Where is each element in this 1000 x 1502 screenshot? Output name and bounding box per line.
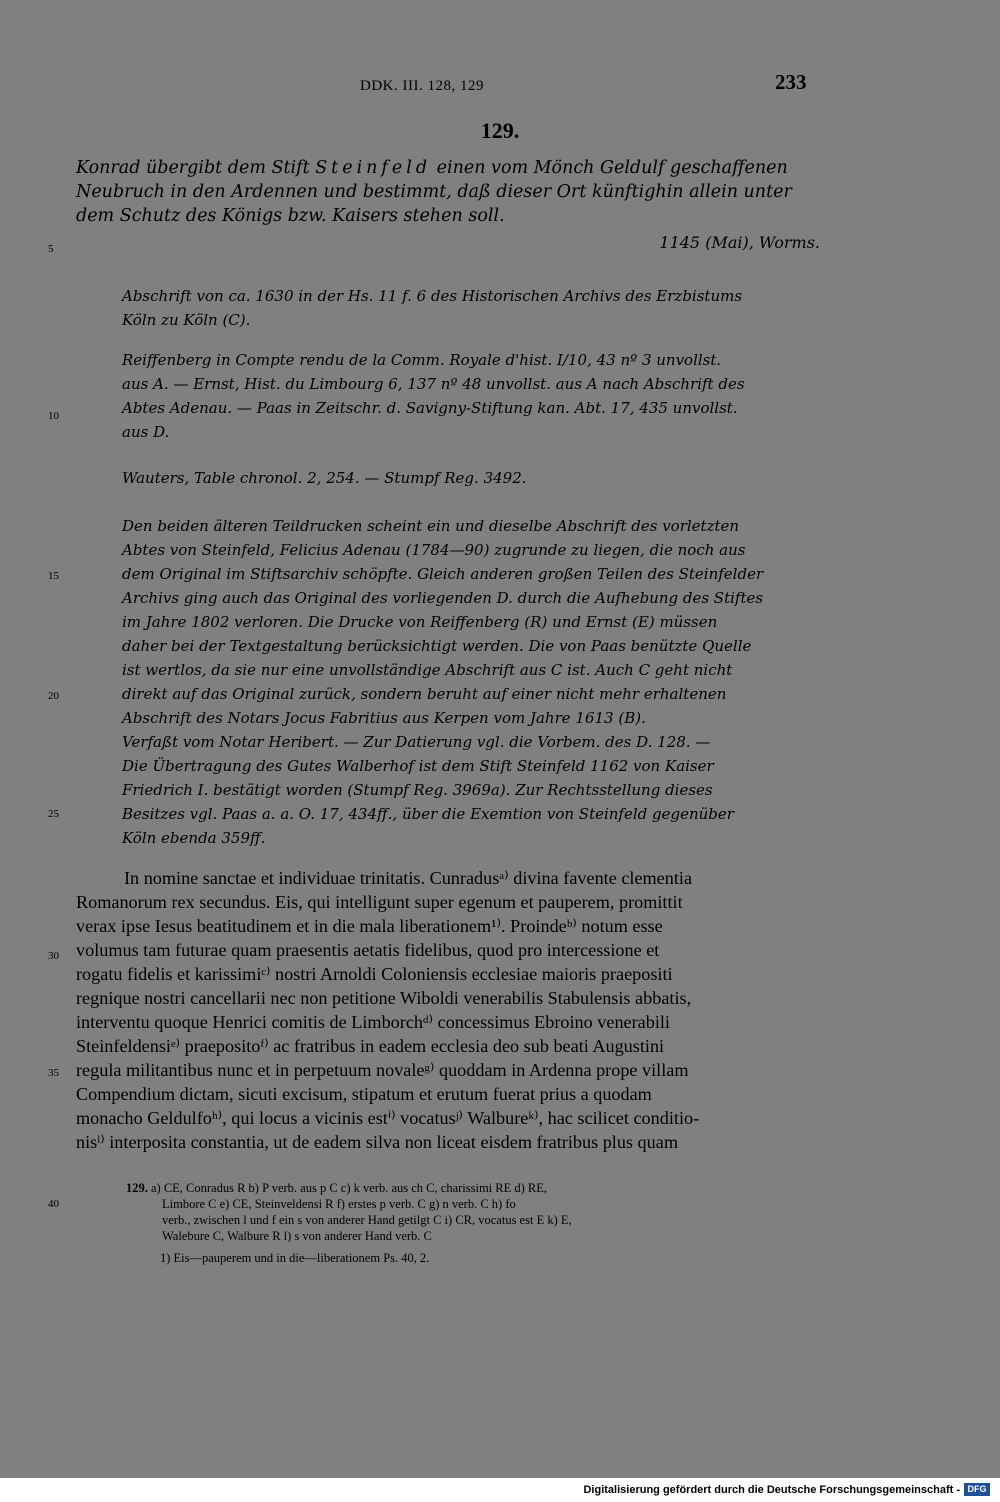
- regest-line: Konrad übergibt dem Stift Steinfeld einen vom Mönch Geldulf geschaffenen: [76, 158, 788, 178]
- editions-line: Reiffenberg in Compte rendu de la Comm. Royale d'hist. I/10, 43 nº 3 unvollst.: [122, 351, 722, 369]
- charter-line: Steinfeldensiᵉ⁾ praepositoᶠ⁾ ac fratribus in eadem ecclesia deo sub beati Augustini: [76, 1036, 665, 1056]
- editions-line: aus A. — Ernst, Hist. du Limbourg 6, 137 nº 48 unvollst. aus A nach Abschrift des: [122, 375, 745, 393]
- credit-bar: [0, 1478, 1000, 1502]
- commentary-line: Friedrich I. bestätigt worden (Stumpf Reg. 3969a). Zur Rechtsstellung dieses: [122, 781, 713, 799]
- editions-line: aus D.: [122, 423, 170, 441]
- editions-section: [122, 348, 814, 444]
- charter-line: regnique nostri cancellarii nec non petitione Wiboldi venerabilis Stabulensis abbatis,: [76, 988, 692, 1008]
- line-number: 35: [48, 1067, 59, 1079]
- regesta-line: Wauters, Table chronol. 2, 254. — Stumpf Reg. 3492.: [122, 469, 527, 487]
- charter-line: In nomine sanctae et individuae trinitatis. Cunradusᵃ⁾ divina favente clementia: [124, 868, 693, 888]
- commentary-line: Köln ebenda 359ff.: [122, 829, 266, 847]
- notes-line: Limbore C e) CE, Steinveldensi R f) erstes p verb. C g) n verb. C h) fo: [162, 1197, 516, 1211]
- editions-line: Abtes Adenau. — Paas in Zeitschr. d. Savigny-Stiftung kan. Abt. 17, 435 unvollst.: [122, 399, 738, 417]
- regesta-section: [122, 466, 814, 490]
- charter-line: Romanorum rex secundus. Eis, qui intelligunt super egenum et pauperem, promittit: [76, 892, 683, 912]
- commentary-line: Abtes von Steinfeld, Felicius Adenau (1784—90) zugrunde zu liegen, die noch aus: [122, 541, 746, 559]
- text-critical-notes: [126, 1180, 816, 1244]
- regest-line: dem Schutz des Königs bzw. Kaisers stehen soll.: [76, 206, 505, 226]
- commentary-line: direkt auf das Original zurück, sondern beruht auf einer nicht mehr erhaltenen: [122, 685, 727, 703]
- regest-summary: [76, 156, 812, 228]
- commentary-line: Die Übertragung des Gutes Walberhof ist dem Stift Steinfeld 1162 von Kaiser: [122, 757, 714, 775]
- dfg-logo: DFG: [964, 1483, 990, 1496]
- charter-line: nisˡ⁾ interposita constantia, ut de eadem silva non liceat eisdem fratribus plus quam: [76, 1132, 678, 1152]
- charter-line: monacho Geldulfoʰ⁾, qui locus a vicinis estⁱ⁾ vocatusʲ⁾ Walbureᵏ⁾, hac scilicet conditio-: [76, 1108, 700, 1128]
- charter-line: regula militantibus nunc et in perpetuum novaleᵍ⁾ quoddam in Ardenna prope villam: [76, 1060, 689, 1080]
- commentary-line: Abschrift des Notars Jocus Fabritius aus Kerpen vom Jahre 1613 (B).: [122, 709, 646, 727]
- line-number: 20: [48, 690, 59, 702]
- document-number: 129.: [480, 118, 520, 143]
- charter-line: interventu quoque Henrici comitis de Limborchᵈ⁾ concessimus Ebroino venerabili: [76, 1012, 670, 1032]
- charter-line: volumus tam futurae quam praesentis aetatis fidelibus, quod pro intercessione et: [76, 940, 660, 960]
- commentary-line: daher bei der Textgestaltung berücksichtigt werden. Die von Paas benützte Quelle: [122, 637, 752, 655]
- line-number: 40: [48, 1198, 59, 1210]
- notes-label: 129.: [126, 1181, 148, 1195]
- spaced-name: Steinfeld: [315, 158, 432, 178]
- tradition-section: [122, 284, 814, 332]
- line-number: 30: [48, 950, 59, 962]
- page-header: [0, 70, 1000, 100]
- commentary-section: [122, 514, 814, 850]
- commentary-line: Den beiden älteren Teildrucken scheint ein und dieselbe Abschrift des vorletzten: [122, 517, 740, 535]
- commentary-line: im Jahre 1802 verloren. Die Drucke von Reiffenberg (R) und Ernst (E) müssen: [122, 613, 718, 631]
- charter-text: [76, 866, 816, 1154]
- page-number: 233: [775, 70, 807, 94]
- commentary-line: Besitzes vgl. Paas a. a. O. 17, 434ff., über die Exemtion von Steinfeld gegenüber: [122, 805, 734, 823]
- tradition-line: Köln zu Köln (C).: [122, 311, 251, 329]
- notes-line: Walebure C, Walbure R l) s von anderer Hand verb. C: [162, 1229, 432, 1243]
- notes-line: verb., zwischen l und f ein s von anderer Hand getilgt C i) CR, vocatus est E k) E,: [162, 1213, 572, 1227]
- charter-line: rogatu fidelis et karissimiᶜ⁾ nostri Arnoldi Coloniensis ecclesiae maioris praepositi: [76, 964, 673, 984]
- commentary-line: ist wertlos, da sie nur eine unvollständige Abschrift aus C ist. Auch C geht nicht: [122, 661, 733, 679]
- commentary-line: Archivs ging auch das Original des vorliegenden D. durch die Aufhebung des Stiftes: [122, 589, 764, 607]
- date-place: 1145 (Mai), Worms.: [659, 233, 820, 252]
- notes-line: 129. a) CE, Conradus R b) P verb. aus p C c) k verb. aus ch C, charissimi RE d) RE,: [126, 1181, 548, 1195]
- tradition-line: Abschrift von ca. 1630 in der Hs. 11 f. 6 des Historischen Archivs des Erzbistums: [122, 287, 743, 305]
- regest-line: Neubruch in den Ardennen und bestimmt, daß dieser Ort künftighin allein unter: [76, 182, 792, 202]
- running-title: DDK. III. 128, 129: [360, 78, 484, 94]
- charter-line: Compendium dictam, sicuti excisum, stipatum et erutum fuerat prius a quodam: [76, 1084, 652, 1104]
- line-number: 25: [48, 808, 59, 820]
- charter-line: verax ipse Iesus beatitudinem et in die mala liberationem¹⁾. Proindeᵇ⁾ notum esse: [76, 916, 663, 936]
- footnote: 1) Eis—pauperem und in die—liberationem Ps. 40, 2.: [160, 1251, 430, 1265]
- line-number: 15: [48, 570, 59, 582]
- line-number: 5: [48, 243, 54, 255]
- line-number: 10: [48, 410, 59, 422]
- commentary-line: Verfaßt vom Notar Heribert. — Zur Datierung vgl. die Vorbem. des D. 128. —: [122, 733, 711, 751]
- credit-text: Digitalisierung gefördert durch die Deutsche Forschungsgemeinschaft -: [583, 1484, 960, 1496]
- commentary-line: dem Original im Stiftsarchiv schöpfte. Gleich anderen großen Teilen des Steinfelder: [122, 565, 764, 583]
